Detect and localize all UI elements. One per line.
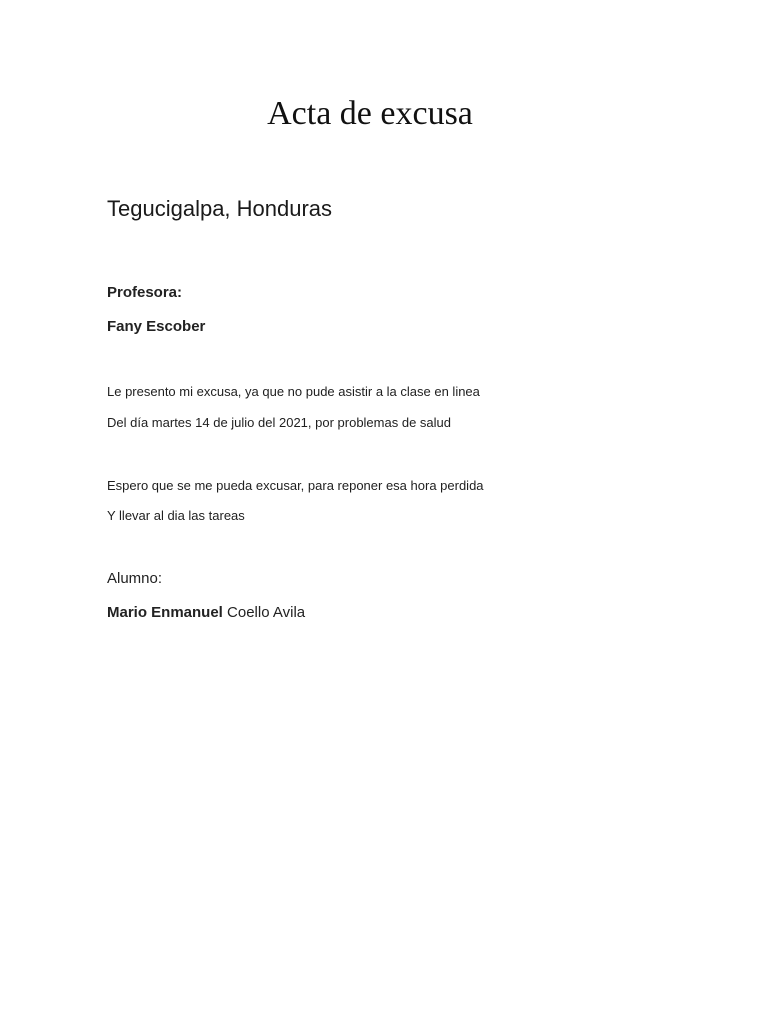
request-paragraph-line-2: Y llevar al dia las tareas <box>107 508 245 523</box>
student-name-last: Coello Avila <box>227 604 306 621</box>
document-title: Acta de excusa <box>267 95 473 132</box>
request-paragraph-line-1: Espero que se me pueda excusar, para reponer esa hora perdida <box>107 478 484 493</box>
excuse-paragraph-line-1: Le presento mi excusa, ya que no pude asistir a la clase en linea <box>107 384 480 399</box>
location-line: Tegucigalpa, Honduras <box>107 196 333 221</box>
student-name <box>107 603 305 623</box>
recipient-name: Fany Escober <box>107 318 206 335</box>
recipient-label: Profesora: <box>107 284 183 301</box>
student-name-first: Mario Enmanuel <box>107 604 223 621</box>
student-label: Alumno: <box>107 570 163 587</box>
excuse-paragraph-line-2: Del día martes 14 de julio del 2021, por problemas de salud <box>107 415 451 430</box>
